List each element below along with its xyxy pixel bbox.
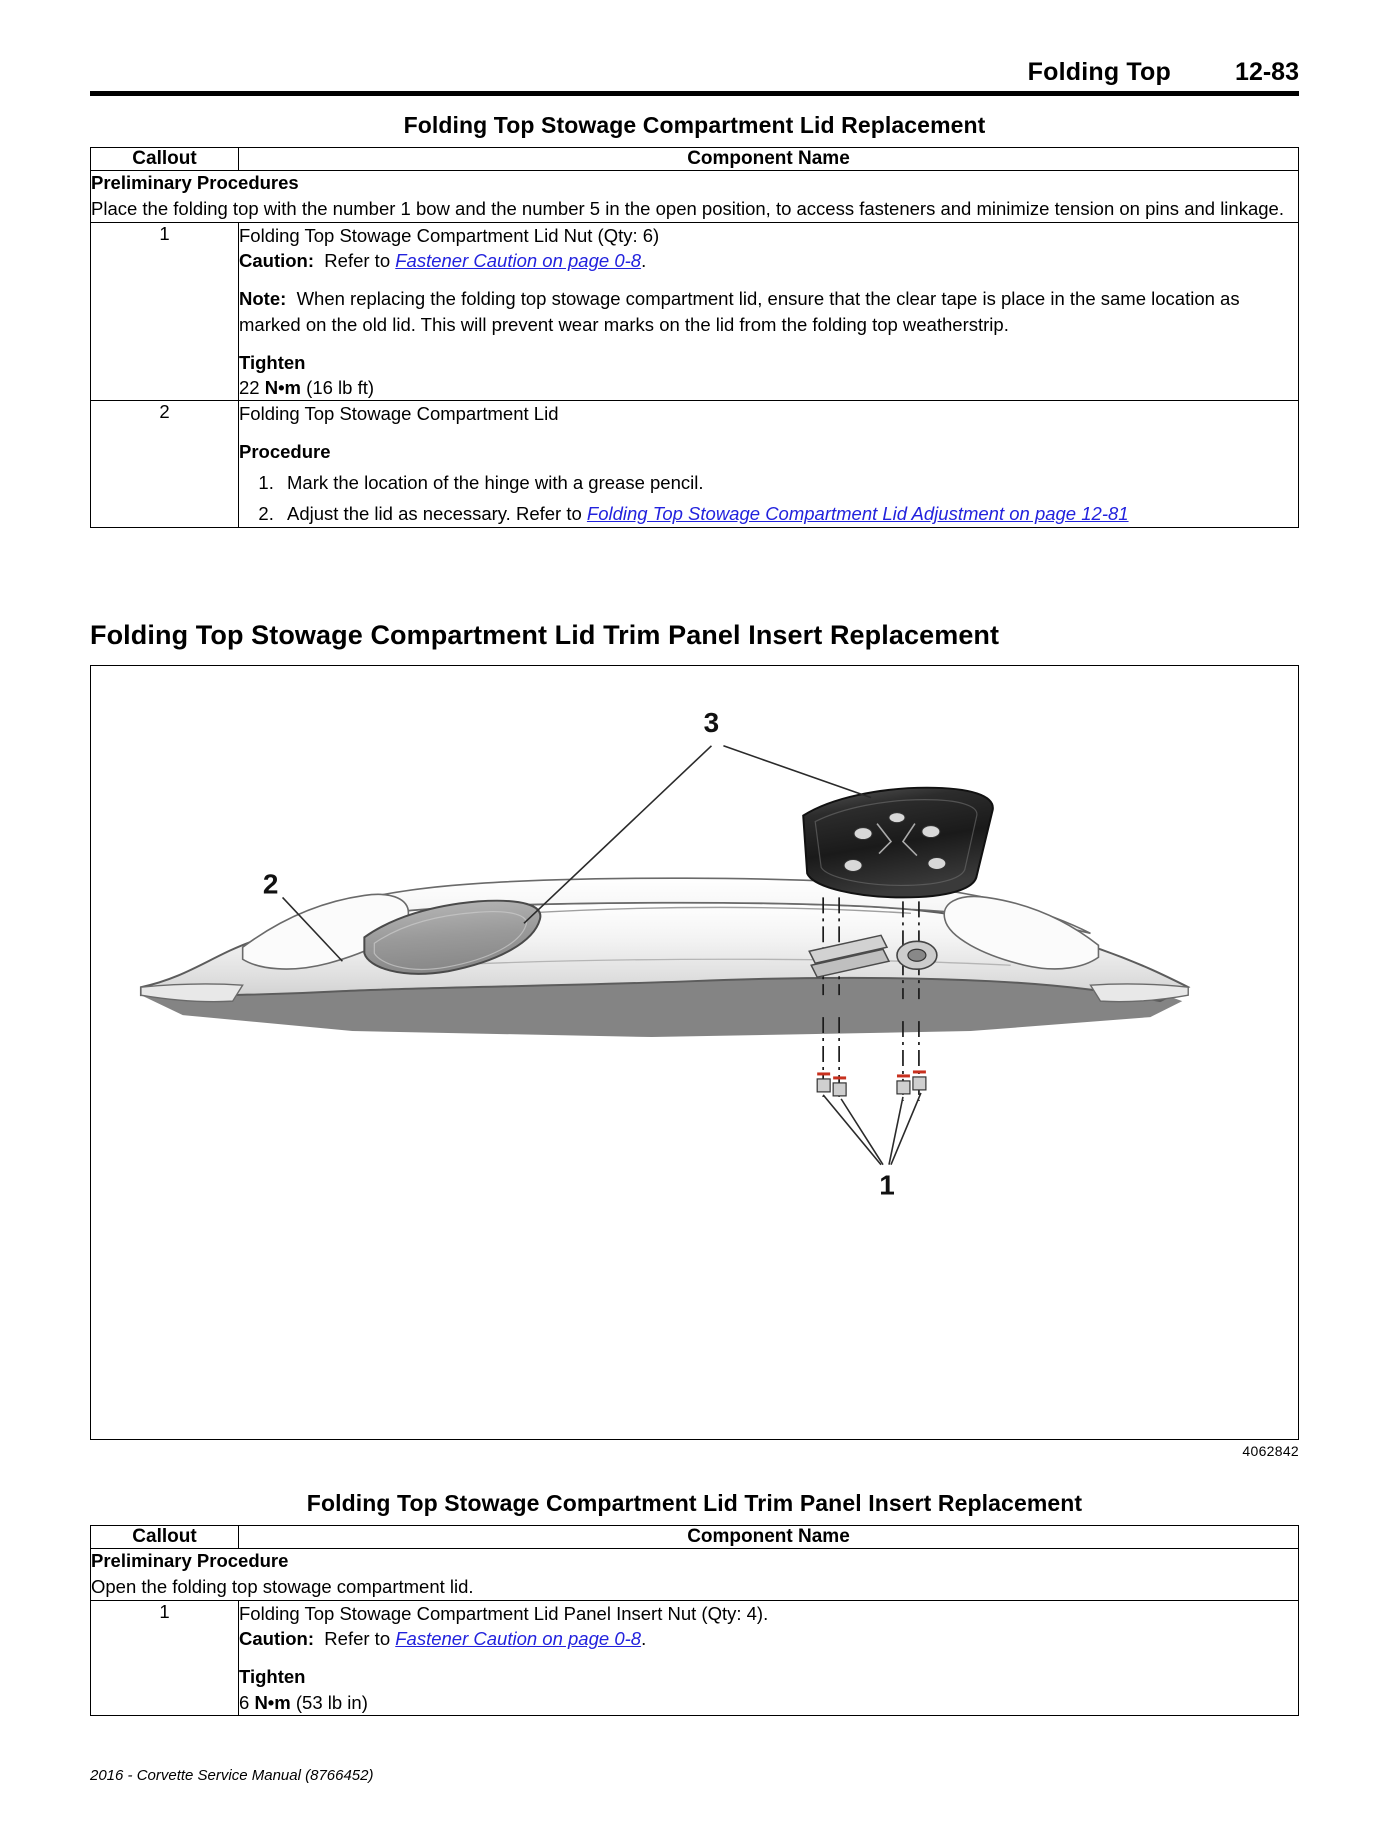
column-header-component: Component Name [239, 1526, 1299, 1549]
table-row-preliminary [91, 170, 1299, 222]
component-detail [239, 400, 1299, 527]
table-row-preliminary [91, 1548, 1299, 1600]
callout-number: 1 [91, 223, 239, 401]
caution-label: Caution: [239, 1628, 315, 1650]
component-detail [239, 223, 1299, 401]
component-detail [239, 1601, 1299, 1716]
preliminary-cell [91, 1548, 1299, 1600]
figure-callout-3: 3 [703, 706, 720, 738]
procedure-steps [239, 471, 1298, 526]
note-label: Note: [239, 288, 287, 310]
caution-text: Refer to [324, 250, 391, 272]
lid-adjustment-link[interactable]: Folding Top Stowage Compartment Lid Adjustment on page 12-81 [586, 503, 1129, 525]
table-row [91, 400, 1299, 527]
tighten-label: Tighten [239, 351, 306, 373]
table-row [91, 1601, 1299, 1716]
component-name: Folding Top Stowage Compartment Lid Nut (Qty: 6) [239, 225, 660, 247]
preliminary-cell [91, 170, 1299, 222]
note-line [239, 286, 1298, 336]
component-name: Folding Top Stowage Compartment Lid Panel Insert Nut (Qty: 4). [239, 1603, 769, 1625]
table-lid-replacement [90, 147, 1299, 528]
section-heading-wrap [90, 620, 1299, 651]
fastener-caution-link[interactable]: Fastener Caution on page 0-8 [395, 250, 642, 272]
running-header [90, 58, 1299, 87]
callout-number: 1 [91, 1601, 239, 1716]
trim-panel-insert-section [90, 1490, 1299, 1716]
torque-value: 6 [239, 1691, 250, 1713]
table2-caption: Folding Top Stowage Compartment Lid Trim Panel Insert Replacement [306, 1490, 1083, 1516]
component-name: Folding Top Stowage Compartment Lid [239, 402, 559, 424]
figure-illustration [90, 665, 1299, 1440]
caution-text: Refer to [324, 1628, 391, 1650]
table-header-row [91, 1526, 1299, 1549]
tighten-label: Tighten [239, 1666, 306, 1688]
table-trim-panel-insert [90, 1525, 1299, 1716]
step-text: Mark the location of the hinge with a grease pencil. [287, 472, 704, 494]
fastener-caution-link[interactable]: Fastener Caution on page 0-8 [395, 1628, 642, 1650]
torque-value: 22 [239, 376, 260, 398]
caution-label: Caution: [239, 250, 315, 272]
note-text: When replacing the folding top stowage compartment lid, ensure that the clear tape is place in the same location as marked on the old lid. This will prevent wear marks on the lid from the folding top weatherstrip. [239, 288, 1240, 335]
lid-replacement-section [90, 112, 1299, 528]
caution-period: . [641, 1628, 647, 1650]
figure-callout-2: 2 [262, 868, 279, 900]
figure-callout-1: 1 [879, 1169, 895, 1201]
step-text: Adjust the lid as necessary. Refer to [287, 503, 587, 525]
insert-nuts [817, 1072, 926, 1096]
caution-line [239, 1626, 1298, 1651]
column-header-component: Component Name [239, 148, 1299, 171]
table1-caption: Folding Top Stowage Compartment Lid Replacement [403, 112, 986, 138]
tonneau-deck [141, 878, 1188, 1037]
torque-spec [239, 375, 1298, 400]
table-row [91, 223, 1299, 401]
leader-lines-callout-1 [823, 1093, 921, 1165]
column-header-callout: Callout [91, 148, 239, 171]
header-page-number: 12-83 [1235, 58, 1299, 86]
list-item [279, 502, 1298, 526]
preliminary-text: Place the folding top with the number 1 bow and the number 5 in the open position, to access fasteners and minimize tension on pins and linkage. [91, 198, 1284, 220]
column-header-callout: Callout [91, 1526, 239, 1549]
page-footer: 2016 - Corvette Service Manual (8766452) [90, 1767, 374, 1784]
torque-alt: (16 lb ft) [306, 376, 375, 398]
table-header-row [91, 148, 1299, 171]
caution-period: . [641, 250, 647, 272]
torque-alt: (53 lb in) [295, 1691, 368, 1713]
figure-number: 4062842 [1242, 1443, 1299, 1459]
header-title: Folding Top [1027, 58, 1171, 86]
procedure-label: Procedure [239, 441, 331, 463]
list-item [279, 471, 1298, 495]
torque-unit: N•m [264, 376, 302, 398]
preliminary-title: Preliminary Procedures [91, 171, 299, 193]
page-title: Folding Top Stowage Compartment Lid Trim Panel Insert Replacement [90, 620, 1000, 650]
preliminary-title: Preliminary Procedure [91, 1549, 289, 1571]
preliminary-text: Open the folding top stowage compartment lid. [91, 1576, 474, 1598]
folding-top-diagram [91, 666, 1298, 1439]
torque-spec [239, 1690, 1298, 1715]
figure-block [90, 665, 1299, 1459]
rear-applique-panel [803, 788, 993, 898]
callout-number: 2 [91, 400, 239, 527]
torque-unit: N•m [254, 1691, 291, 1713]
header-rule [90, 91, 1299, 96]
caution-line [239, 248, 1298, 273]
